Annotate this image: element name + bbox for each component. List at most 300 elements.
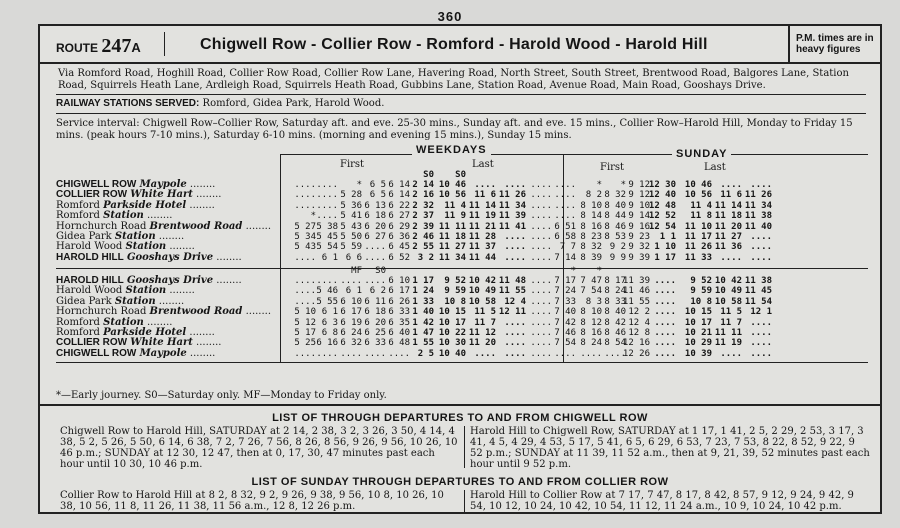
- railway-label: RAILWAY STATIONS SERVED:: [56, 98, 200, 109]
- time-cell: ....: [294, 348, 316, 359]
- time-cell: ....: [530, 317, 552, 328]
- time-cell: ....: [530, 338, 552, 349]
- list2-right: Harold Hill to Collier Row at 7 17, 7 47, 8 17, 8 42, 8 57, 9 12, 9 24, 9 42, 9 54, 10 12, 10 24, 10 42, 10 54, 11 12, 11 24 a.m., 10 9, 10 24, 10 42 p.m.: [470, 490, 854, 512]
- divider: [56, 94, 866, 95]
- time-column: [404, 169, 434, 263]
- time-cell: 11 45: [744, 286, 772, 297]
- time-cell: 11 54: [744, 296, 772, 307]
- time-cell: ....: [654, 286, 676, 297]
- time-cell: 10 15: [438, 307, 466, 318]
- time-cell: 6 14: [388, 190, 410, 201]
- time-cell: 10 58: [468, 296, 496, 307]
- time-cell: ....: [294, 252, 316, 263]
- time-column: [646, 180, 676, 263]
- time-cell: ....: [364, 252, 386, 263]
- railway-value: Romford, Gidea Park, Harold Wood.: [202, 98, 385, 109]
- time-cell: 6 27: [364, 232, 386, 243]
- stop-name: Romford: [56, 199, 100, 211]
- via-streets: Via Romford Road, Hoghill Road, Collier Row Road, Collier Row Lane, Havering Road, North Street, South Street, Brentwood Road, Balgores Lane, Station Road, Squirrels Heath Lane, Ardleigh Road, Squirrels Heath Road, Gubbins Lane, Station Road, Avenue Road, Main Road, Gooshays Drive.: [58, 68, 849, 91]
- time-cell: 8 42: [604, 317, 626, 328]
- stop-place: Station: [114, 231, 156, 243]
- time-cell: 11 17: [684, 232, 712, 243]
- time-cell: 8 46: [604, 221, 626, 232]
- time-cell: 8 46: [604, 328, 626, 339]
- time-cell: 11 11: [714, 328, 742, 339]
- time-cell: 9 16: [628, 221, 650, 232]
- time-cell: ....: [364, 242, 386, 253]
- timetable-frame: [38, 24, 882, 514]
- time-cell: 11 37: [468, 242, 496, 253]
- time-cell: 2 55: [412, 242, 434, 253]
- time-cell: ....: [530, 190, 552, 201]
- sunday-first-label: First: [600, 162, 625, 173]
- time-cell: 7 24: [554, 286, 576, 297]
- time-column: [646, 276, 676, 359]
- time-cell: ....: [530, 211, 552, 222]
- time-cell: ....: [654, 338, 676, 349]
- leader-dots: ........: [155, 295, 185, 307]
- stop-name: Harold Wood: [56, 241, 123, 253]
- leader-dots: ........: [213, 275, 242, 286]
- sunday-heading: SUNDAY: [672, 148, 731, 160]
- time-cell: 11 28: [468, 232, 496, 243]
- time-cell: ....: [554, 200, 576, 211]
- time-cell: 11 4: [690, 200, 712, 211]
- time-cell: 2 37: [412, 211, 434, 222]
- time-cell: MF ....: [340, 265, 362, 287]
- time-cell: ....: [316, 180, 338, 190]
- time-cell: 5 28: [340, 190, 362, 201]
- time-cell: 9 12: [628, 190, 650, 201]
- time-cell: 11 55: [622, 296, 650, 307]
- time-cell: 6 1: [345, 286, 362, 297]
- time-cell: 10 42: [468, 276, 496, 286]
- time-cell: 6 52: [388, 252, 410, 263]
- time-cell: ....: [316, 211, 338, 222]
- stop-row: [56, 253, 271, 263]
- time-cell: 1 33: [412, 296, 434, 307]
- time-cell: 12 40: [648, 190, 676, 201]
- time-cell: 2 39: [412, 221, 434, 232]
- time-cell: 5 27: [294, 221, 316, 232]
- time-cell: ....: [530, 180, 552, 190]
- time-cell: 8 24: [604, 286, 626, 297]
- time-cell: 8 23: [580, 232, 602, 243]
- time-cell: 10 21: [684, 328, 712, 339]
- time-cell: ....: [554, 348, 576, 359]
- stop-place: Station: [114, 295, 156, 307]
- time-cell: 6 35: [388, 317, 410, 328]
- time-column: [404, 276, 434, 359]
- time-cell: 11 10: [684, 221, 712, 232]
- time-cell: ....: [294, 286, 316, 297]
- time-cell: 1 47: [412, 328, 434, 339]
- time-cell: 11 26: [498, 190, 526, 201]
- time-cell: 11 40: [744, 221, 772, 232]
- time-cell: 6 33: [364, 338, 386, 349]
- time-cell: 12 2: [628, 307, 650, 318]
- time-cell: 11 55: [498, 286, 526, 297]
- time-cell: ....: [530, 232, 552, 243]
- time-cell: 6 27: [388, 211, 410, 222]
- time-cell: ....: [474, 348, 496, 359]
- time-cell: 5 50: [340, 232, 362, 243]
- time-cell: 11 38: [744, 211, 772, 222]
- time-cell: ....: [474, 180, 496, 190]
- time-cell: 5 12: [294, 317, 316, 328]
- time-cell: 8 14: [580, 211, 602, 222]
- time-cell: 11 27: [438, 242, 466, 253]
- time-cell: 6 3: [321, 317, 338, 328]
- time-cell: 5 43: [340, 221, 362, 232]
- time-cell: ....: [316, 348, 338, 359]
- time-cell: ....: [654, 317, 676, 328]
- time-cell: 8 40: [604, 200, 626, 211]
- divider: [56, 113, 866, 114]
- time-cell: 6 33: [388, 307, 410, 318]
- time-cell: 9 9: [609, 252, 626, 263]
- time-column: [712, 276, 742, 359]
- time-cell: 7 33: [554, 296, 576, 307]
- leader-dots: ........: [242, 220, 272, 232]
- time-column: [682, 276, 712, 359]
- time-cell: 11 7: [720, 317, 742, 328]
- time-cell: ....: [750, 180, 772, 190]
- time-column: [682, 180, 712, 263]
- stop-row: [56, 349, 271, 359]
- time-cell: 11 20: [468, 338, 496, 349]
- time-cell: 9 32: [628, 242, 650, 253]
- time-cell: 5 54: [316, 242, 338, 253]
- time-cell: ....: [750, 338, 772, 349]
- time-cell: ....: [554, 211, 576, 222]
- time-cell: 6 18: [364, 307, 386, 318]
- time-cell: 8 3: [585, 296, 602, 307]
- time-cell: 8 16: [580, 328, 602, 339]
- stop-place: Station: [103, 210, 144, 222]
- time-cell: 9 52: [690, 276, 712, 286]
- time-cell: 10 40: [438, 348, 466, 359]
- time-cell: 8 32: [604, 190, 626, 201]
- time-column: [436, 169, 466, 263]
- grid-line: [280, 154, 868, 155]
- time-cell: 6 16: [316, 338, 338, 349]
- time-cell: S0 ....: [364, 265, 386, 287]
- time-cell: 2 16: [412, 190, 434, 201]
- time-cell: 2 32: [412, 200, 434, 211]
- time-cell: 7 40: [554, 307, 576, 318]
- time-cell: 6 19: [340, 317, 362, 328]
- time-cell: 11 38: [744, 276, 772, 286]
- stop-place: Maypole: [139, 347, 187, 359]
- time-cell: 11 36: [714, 242, 742, 253]
- time-cell: 8 2: [585, 190, 602, 201]
- pm-note: P.M. times are in heavy figures: [788, 26, 880, 62]
- time-cell: ....: [654, 276, 676, 286]
- time-cell: 12 4: [628, 317, 650, 328]
- time-cell: 12 52: [648, 211, 676, 222]
- time-cell: ....: [580, 348, 602, 359]
- route-suffix: A: [131, 40, 141, 55]
- time-cell: ....: [316, 190, 338, 201]
- time-cell: ....: [530, 296, 552, 307]
- time-column: [712, 180, 742, 263]
- time-cell: 6 2: [369, 286, 386, 297]
- stop-place: White Hart: [130, 337, 193, 349]
- time-cell: ....: [654, 296, 676, 307]
- grid-line: [280, 154, 281, 362]
- time-cell: 10 58: [714, 296, 742, 307]
- time-cell: ....: [294, 276, 316, 286]
- time-cell: 11 9: [444, 211, 466, 222]
- stop-place: Gooshays Drive: [126, 251, 214, 263]
- stop-name: CHIGWELL ROW: [56, 179, 137, 190]
- time-column: [742, 180, 772, 263]
- time-cell: 11 11: [438, 221, 466, 232]
- time-cell: 8 40: [604, 307, 626, 318]
- time-cell: ....: [504, 348, 526, 359]
- time-cell: 6 24: [340, 328, 362, 339]
- time-cell: 6 18: [364, 211, 386, 222]
- time-cell: 8 10: [580, 307, 602, 318]
- time-cell: ....: [530, 242, 552, 253]
- leader-dots: ........: [186, 327, 215, 339]
- time-cell: ....: [504, 242, 526, 253]
- time-cell: 11 33: [684, 252, 712, 263]
- time-cell: 11 14: [714, 200, 742, 211]
- time-cell: ....: [750, 348, 772, 359]
- header-divider: [164, 32, 165, 56]
- time-cell: 11 44: [468, 252, 496, 263]
- time-cell: 6 11: [364, 296, 386, 307]
- stop-place: Maypole: [139, 179, 187, 190]
- time-column: [466, 276, 496, 359]
- time-cell: ....: [294, 180, 316, 190]
- time-cell: 12 30: [648, 180, 676, 190]
- stop-name: Hornchurch Road: [56, 220, 147, 232]
- time-cell: 6 26: [388, 296, 410, 307]
- time-cell: ....: [604, 348, 626, 359]
- time-cell: *: [310, 211, 316, 222]
- time-column: [466, 180, 496, 263]
- stops-down-list: [56, 180, 271, 263]
- time-cell: 5 10: [294, 307, 316, 318]
- time-cell: 11 34: [744, 200, 772, 211]
- time-cell: ....: [530, 276, 552, 286]
- time-cell: 9 39: [628, 252, 650, 263]
- time-cell: 11 14: [468, 200, 496, 211]
- time-cell: 11 6: [720, 190, 742, 201]
- time-cell: 10 39: [684, 348, 712, 359]
- time-cell: 11 8: [690, 211, 712, 222]
- time-cell: 11 27: [714, 232, 742, 243]
- time-cell: 8 32: [580, 242, 602, 253]
- time-cell: ....: [316, 276, 338, 286]
- list1-right: Harold Hill to Chigwell Row, SATURDAY at 1 17, 1 41, 2 5, 2 29, 2 53, 3 17, 3 41, 4 5, 4 29, 4 53, 5 17, 5 41, 6 5, 6 29, 6 53, 7 23, 7 53, 8 22, 8 52, 9 22, 9 52 p.m.; SUNDAY at 11 39, 11 52 a.m., then at 9, 21, 39, 52 minutes past each hour until 9 52 p.m.: [470, 426, 870, 470]
- time-cell: 11 18: [438, 232, 466, 243]
- time-cell: 2 5: [417, 348, 434, 359]
- time-cell: 10 49: [468, 286, 496, 297]
- stop-place: White Hart: [130, 189, 193, 201]
- time-cell: 11 5: [720, 307, 742, 318]
- time-cell: ....: [554, 190, 576, 201]
- time-cell: 8 54: [604, 338, 626, 349]
- time-cell: ....: [654, 307, 676, 318]
- time-cell: 9 10: [628, 200, 650, 211]
- time-cell: ....: [750, 317, 772, 328]
- stop-place: Station: [125, 285, 167, 297]
- weekdays-first-label: First: [340, 159, 365, 170]
- stop-place: Station: [125, 241, 167, 253]
- time-cell: 1 24: [412, 286, 434, 297]
- time-cell: 9 12: [628, 180, 650, 190]
- time-cell: 10 49: [714, 286, 742, 297]
- stop-name: Romford: [56, 210, 100, 222]
- list1-heading: LIST OF THROUGH DEPARTURES TO AND FROM CHIGWELL ROW: [272, 412, 648, 424]
- time-cell: 12 4: [504, 296, 526, 307]
- time-cell: 10 8: [444, 296, 466, 307]
- time-cell: 6 25: [364, 328, 386, 339]
- time-cell: 12 1: [750, 307, 772, 318]
- time-cell: 8 16: [580, 221, 602, 232]
- stop-name: COLLIER ROW: [56, 189, 128, 201]
- time-cell: 6 10: [388, 276, 410, 286]
- time-cell: 8 33: [604, 296, 626, 307]
- time-cell: *: [356, 180, 362, 190]
- time-cell: 2 46: [412, 232, 434, 243]
- weekdays-heading: WEEKDAYS: [412, 144, 491, 156]
- time-cell: *: [596, 180, 602, 190]
- time-cell: 1 55: [412, 338, 434, 349]
- page-number: 360: [437, 9, 463, 24]
- time-cell: 6 36: [388, 232, 410, 243]
- time-cell: 9 59: [690, 286, 712, 297]
- time-cell: 1 10: [654, 242, 676, 253]
- time-cell: ....: [388, 348, 410, 359]
- leader-dots: ........: [192, 189, 222, 201]
- time-cell: ....: [530, 200, 552, 211]
- time-cell: S0 2 14: [412, 169, 434, 191]
- time-cell: ....: [720, 348, 742, 359]
- stop-place: Brentwood Road: [149, 306, 243, 318]
- stop-name: Gidea Park: [56, 231, 112, 243]
- time-cell: 8 10: [580, 200, 602, 211]
- time-cell: ....: [316, 200, 338, 211]
- time-cell: ....: [750, 328, 772, 339]
- route-number: 247: [101, 35, 132, 57]
- time-cell: ....: [530, 348, 552, 359]
- time-cell: 1 17: [654, 252, 676, 263]
- footnotes: *—Early journey. S0—Saturday only. MF—Monday to Friday only.: [56, 390, 387, 401]
- time-cell: ....: [530, 286, 552, 297]
- time-cell: 5 25: [294, 338, 316, 349]
- time-cell: ....: [530, 221, 552, 232]
- time-cell: 11 18: [714, 211, 742, 222]
- leader-dots: ........: [242, 306, 272, 318]
- time-cell: 8 44: [604, 211, 626, 222]
- time-cell: 12 48: [648, 200, 676, 211]
- route-label: ROUTE: [56, 41, 98, 55]
- time-cell: ....: [530, 328, 552, 339]
- stop-name: Romford: [56, 327, 100, 339]
- time-cell: ....: [554, 180, 576, 190]
- leader-dots: ........: [186, 199, 215, 211]
- time-cell: 11 41: [498, 221, 526, 232]
- stop-name: Gidea Park: [56, 295, 112, 307]
- time-cell: 6 17: [388, 286, 410, 297]
- route-header: [40, 26, 880, 64]
- time-cell: 5 34: [294, 232, 316, 243]
- time-cell: 1 40: [412, 307, 434, 318]
- time-cell: 11 6: [474, 190, 496, 201]
- leader-dots: ........: [186, 179, 216, 190]
- time-cell: 6 14: [388, 180, 410, 190]
- time-cell: 11 7: [474, 317, 496, 328]
- time-cell: ....: [294, 296, 316, 307]
- time-cell: 1 42: [412, 317, 434, 328]
- time-cell: 11 5: [474, 307, 496, 318]
- time-cell: 1 1: [659, 232, 676, 243]
- stop-place: Station: [103, 316, 144, 328]
- list-divider: [464, 426, 465, 468]
- service-interval: Service interval: Chigwell Row–Collier Row, Saturday aft. and eve. 25-30 mins., Sunday aft. and eve. 15 mins., Collier Row–Harold Hill, Monday to Friday 15 mins. (peak hours 7-10 mins.), Saturday 6-10 mins. (morning and evening 15 mins.), Sunday 15 mins.: [56, 118, 853, 141]
- time-cell: 10 17: [438, 317, 466, 328]
- time-cell: 5 46: [316, 286, 338, 297]
- list-divider: [464, 490, 465, 512]
- leader-dots: ........: [143, 210, 173, 222]
- time-cell: 11 19: [714, 338, 742, 349]
- time-cell: 12 8: [628, 328, 650, 339]
- time-cell: 5 36: [340, 200, 362, 211]
- time-cell: 6 1: [321, 307, 338, 318]
- railway-stations: [56, 98, 384, 109]
- stop-place: Parkside Hotel: [103, 199, 187, 211]
- time-cell: 6 48: [388, 338, 410, 349]
- route-badge: [56, 35, 141, 58]
- time-cell: 11 34: [498, 200, 526, 211]
- leader-dots: ........: [213, 251, 242, 263]
- time-cell: 11 26: [684, 242, 712, 253]
- time-cell: 6 10: [340, 296, 362, 307]
- time-cell: 6 45: [388, 242, 410, 253]
- time-cell: 6 29: [388, 221, 410, 232]
- time-cell: ....: [504, 338, 526, 349]
- time-cell: 9 52: [444, 276, 466, 286]
- time-cell: 8 53: [604, 232, 626, 243]
- time-cell: ....: [720, 180, 742, 190]
- time-cell: 12 11: [498, 307, 526, 318]
- time-cell: 5 59: [340, 242, 362, 253]
- time-cell: 10 15: [684, 307, 712, 318]
- grid-line: [56, 362, 868, 363]
- time-cell: 7 54: [554, 338, 576, 349]
- time-cell: 6 22: [388, 200, 410, 211]
- time-cell: 11 48: [498, 276, 526, 286]
- time-cell: 5 45: [316, 232, 338, 243]
- time-cell: 8 12: [580, 317, 602, 328]
- stop-place: Gooshays Drive: [126, 275, 214, 286]
- stop-name: CHIGWELL ROW: [56, 347, 137, 359]
- time-cell: 10 46: [684, 180, 712, 190]
- time-cell: 11 39: [622, 276, 650, 286]
- time-cell: 6 20: [364, 221, 386, 232]
- stop-name: COLLIER ROW: [56, 337, 128, 349]
- time-cell: 6 20: [364, 317, 386, 328]
- time-cell: 5 55: [316, 296, 338, 307]
- time-cell: 7 54: [580, 286, 602, 297]
- time-cell: 1 17: [412, 276, 434, 286]
- time-cell: 8 24: [580, 338, 602, 349]
